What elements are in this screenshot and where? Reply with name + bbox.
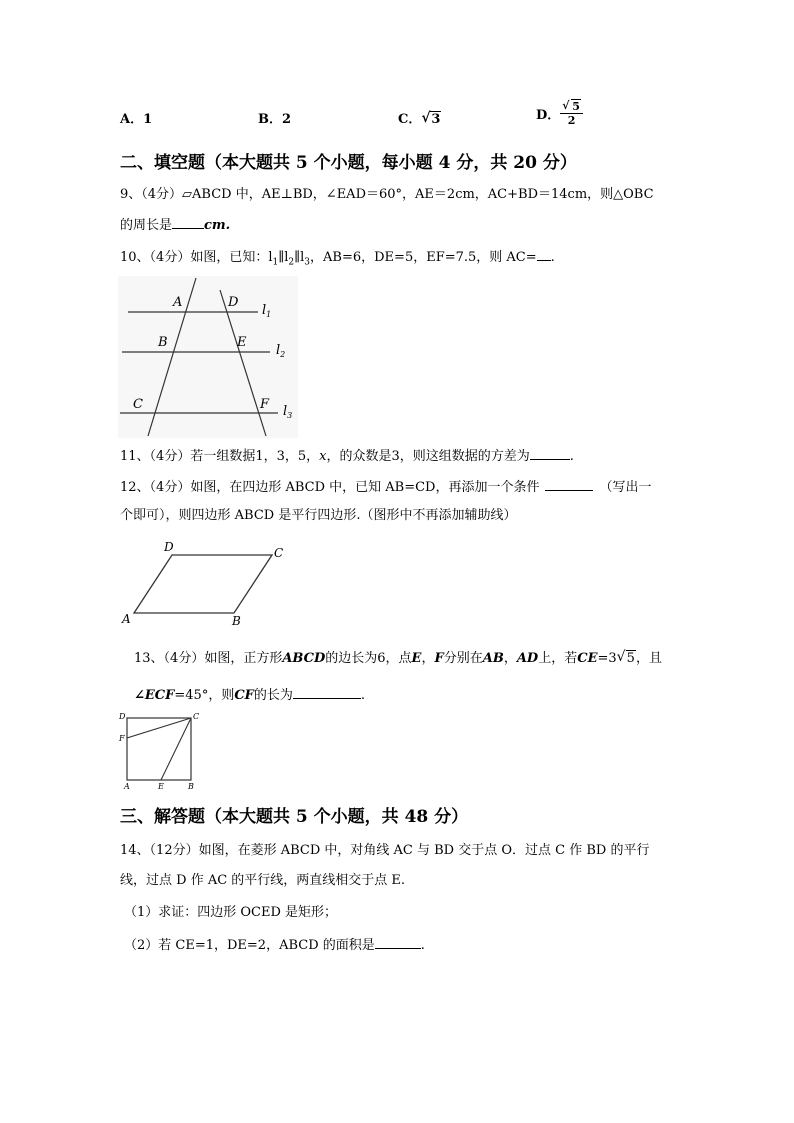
- q12-line1-post: （写出一: [599, 480, 652, 495]
- q13-line1-post: ，且: [635, 651, 662, 666]
- q13-line1-mid: 的边长为6，点: [325, 651, 412, 666]
- q13-root: 5: [626, 651, 635, 666]
- q10-label-d: D: [228, 295, 239, 310]
- option-b-value: 2: [282, 112, 292, 127]
- q13-label-c: C: [193, 712, 200, 721]
- option-c-sqrt: √ 3: [421, 110, 441, 127]
- section-3-heading: 三、解答题（本大题共 5 个小题，共 48 分）: [120, 807, 469, 827]
- q11-answer-blank: [530, 447, 570, 460]
- q11-text-post: ，的众数是3，则这组数据的方差为: [326, 449, 530, 464]
- q11-text: [120, 447, 574, 466]
- q9-unit: cm.: [204, 218, 231, 233]
- q12-label-d: D: [164, 540, 174, 554]
- q12-line1: [120, 478, 651, 497]
- option-b-letter: B．: [258, 112, 282, 127]
- q9-line2: [120, 216, 230, 235]
- option-a-letter: A．: [120, 112, 144, 127]
- q13-figure: [117, 710, 207, 792]
- q13-sqrt: √ 5: [616, 649, 635, 666]
- option-d-numerator: 5: [572, 100, 580, 113]
- q9-line2-text: 的周长是: [120, 218, 173, 233]
- q13-label-b: B: [188, 782, 194, 791]
- q13-square: [127, 718, 191, 780]
- q13-label-a: A: [124, 782, 130, 791]
- q12-line1-pre: 12、（4分）如图，在四边形 ABCD 中，已知 AB=CD，再添加一个条件: [120, 480, 540, 495]
- q13-e: E: [411, 651, 422, 666]
- q13-cf: CF: [234, 688, 254, 703]
- q13-label-e: E: [158, 782, 164, 791]
- option-c: [398, 108, 441, 127]
- q13-f: F: [434, 651, 444, 666]
- q10-figure-bg: [118, 276, 298, 438]
- q10-text-pre: 10、（4分）如图，已知：l: [120, 250, 273, 265]
- q10-label-f: F: [260, 397, 270, 412]
- q14-part1: （1）求证：四边形 OCED 是矩形；: [124, 905, 338, 920]
- option-b: [258, 108, 291, 127]
- q10-parallel1: ∥l: [278, 250, 289, 265]
- q10-figure: [118, 276, 298, 438]
- q12-label-b: B: [232, 614, 241, 628]
- q12-parallelogram: [134, 555, 272, 613]
- option-d-denominator: 2: [567, 114, 576, 127]
- q13-eq: =3: [597, 651, 617, 666]
- q13-label-d: D: [119, 712, 126, 721]
- q10-label-l1: $l_1$: [262, 303, 272, 319]
- q12-answer-blank: [545, 478, 593, 491]
- q13-line1: 13、（4分）如图，正方形ABCD的边长为6，点E，F分别在AB，AD上，若CE=3 √ 5，且: [134, 649, 662, 666]
- q9-answer-blank: [172, 216, 204, 229]
- q10-label-b: B: [158, 335, 168, 350]
- q10-label-l3: $l_3$: [283, 404, 293, 420]
- q14-line2: 线，过点 D 作 AC 的平行线，两直线相交于点 E.: [120, 873, 406, 888]
- q13-ce: CE: [577, 651, 598, 666]
- option-d: [536, 100, 583, 127]
- section-2-heading: 二、填空题（本大题共 5 个小题，每小题 4 分，共 20 分）: [120, 153, 577, 173]
- q13-segment-cf: [127, 718, 191, 738]
- q13-abcd: ABCD: [282, 651, 326, 666]
- q10-text-end: .: [550, 250, 555, 265]
- q14-part2: [124, 936, 425, 955]
- q13-line2-mid: =45°，则: [174, 688, 235, 703]
- q13-ab: AB: [482, 651, 504, 666]
- q14-line1: 14、（12分）如图，在菱形 ABCD 中，对角线 AC 与 BD 交于点 O．过点 C 作 BD 的平行: [120, 843, 650, 858]
- q10-sub3: 3: [304, 257, 311, 268]
- q13-answer-blank: [293, 686, 361, 699]
- q11-text-end: .: [569, 449, 574, 464]
- q10-answer-blank: [537, 248, 551, 261]
- option-d-fraction: √ 5 2: [560, 100, 583, 127]
- q13-line1-mid2: 分别在: [443, 651, 483, 666]
- q13-line1-pre: 13、（4分）如图，正方形: [134, 651, 283, 666]
- q10-label-a: A: [173, 295, 183, 310]
- q13-line2: [134, 686, 365, 705]
- option-a-value: 1: [143, 112, 153, 127]
- q13-label-f: F: [119, 734, 125, 743]
- option-d-letter: D．: [536, 108, 561, 123]
- q9-line1: 9、（4分）▱ABCD 中，AE⊥BD，∠EAD＝60°，AE＝2cm，AC+BD＝14cm，则△OBC: [120, 187, 654, 202]
- q12-label-c: C: [274, 546, 284, 560]
- q10-text-post: ，AB=6，DE=5，EF=7.5，则 AC=: [310, 250, 537, 265]
- q14-part2-pre: （2）若 CE=1，DE=2，ABCD 的面积是: [124, 938, 375, 953]
- q13-line2-end: .: [360, 688, 366, 703]
- q13-segment-ce: [161, 718, 191, 780]
- q12-figure: [118, 537, 298, 629]
- q14-part2-end: .: [420, 938, 425, 953]
- q10-parallel2: ∥l: [294, 250, 305, 265]
- option-c-letter: C．: [398, 112, 422, 127]
- q10-label-e: E: [237, 335, 247, 350]
- q10-label-l2: $l_2$: [276, 343, 286, 359]
- q10-label-c: C: [133, 397, 143, 412]
- q12-line2: 个即可），则四边形 ABCD 是平行四边形.（图形中不再添加辅助线）: [120, 508, 517, 523]
- q11-text-pre: 11、（4分）若一组数据1，3，5，: [120, 449, 320, 464]
- q12-label-a: A: [122, 612, 131, 626]
- q13-line1-mid3: 上，若: [538, 651, 578, 666]
- q10-text: [120, 248, 555, 272]
- q11-x: x: [319, 449, 327, 464]
- option-c-value: 3: [431, 112, 441, 127]
- q13-line2-post: 的长为: [253, 688, 293, 703]
- q14-answer-blank: [375, 936, 421, 949]
- q13-ecf: ∠ECF: [134, 688, 175, 703]
- q10-sub2: 2: [288, 257, 295, 268]
- q10-sub1: 1: [272, 257, 279, 268]
- option-a: [120, 108, 152, 127]
- q13-ad: AD: [516, 651, 539, 666]
